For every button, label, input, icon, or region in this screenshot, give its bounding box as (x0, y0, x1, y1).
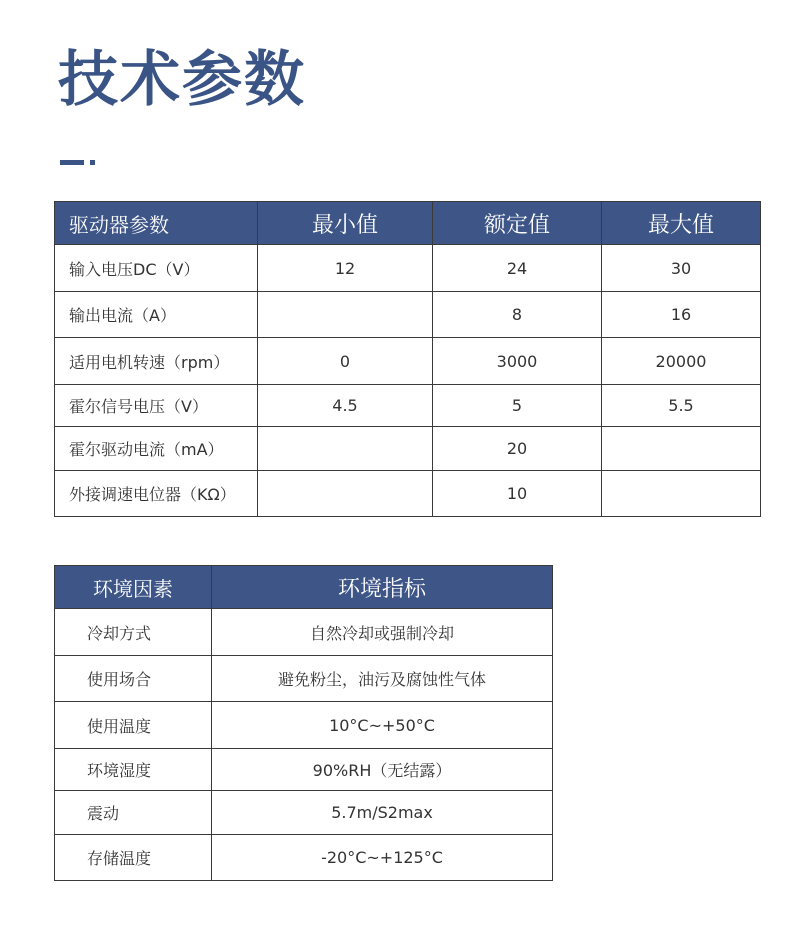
cell-spec: 10°C~+50°C (212, 702, 553, 749)
cell-max (602, 471, 761, 517)
driver-parameters-table (54, 201, 761, 517)
cell-rated: 8 (433, 292, 602, 338)
table-header-row (55, 202, 761, 245)
cell-rated: 10 (433, 471, 602, 517)
table-row (55, 471, 761, 517)
cell-min (258, 427, 433, 471)
cell-max: 30 (602, 245, 761, 292)
cell-max: 16 (602, 292, 761, 338)
header-environment-factor: 环境因素 (55, 566, 212, 609)
environment-table (54, 565, 553, 881)
row-label: 震动 (55, 791, 212, 835)
cell-spec: 避免粉尘，油污及腐蚀性气体 (212, 656, 553, 702)
table-row (55, 609, 553, 656)
row-label: 输入电压DC（V） (55, 245, 258, 292)
cell-min: 4.5 (258, 385, 433, 427)
row-label: 存储温度 (55, 835, 212, 881)
cell-rated: 20 (433, 427, 602, 471)
table-row (55, 702, 553, 749)
row-label: 外接调速电位器（KΩ） (55, 471, 258, 517)
cell-min: 12 (258, 245, 433, 292)
table-row (55, 427, 761, 471)
row-label: 适用电机转速（rpm） (55, 338, 258, 385)
cell-rated: 5 (433, 385, 602, 427)
cell-spec: -20°C~+125°C (212, 835, 553, 881)
header-min-value: 最小值 (258, 202, 433, 245)
table-row (55, 835, 553, 881)
cell-min: 0 (258, 338, 433, 385)
table-row (55, 245, 761, 292)
row-label: 输出电流（A） (55, 292, 258, 338)
cell-max: 5.5 (602, 385, 761, 427)
cell-spec: 90%RH（无结露） (212, 749, 553, 791)
table-row (55, 749, 553, 791)
row-label: 使用温度 (55, 702, 212, 749)
row-label: 冷却方式 (55, 609, 212, 656)
table-row (55, 791, 553, 835)
header-rated-value: 额定值 (433, 202, 602, 245)
row-label: 环境湿度 (55, 749, 212, 791)
title-accent-bar (60, 160, 84, 165)
table-row (55, 338, 761, 385)
header-max-value: 最大值 (602, 202, 761, 245)
cell-spec: 5.7m/S2max (212, 791, 553, 835)
cell-spec: 自然冷却或强制冷却 (212, 609, 553, 656)
table-header-row (55, 566, 553, 609)
row-label: 霍尔驱动电流（mA） (55, 427, 258, 471)
cell-max (602, 427, 761, 471)
cell-max: 20000 (602, 338, 761, 385)
title-accent-dot (90, 160, 95, 165)
page-title: 技术参数 (58, 45, 306, 115)
cell-rated: 24 (433, 245, 602, 292)
table-row (55, 656, 553, 702)
cell-rated: 3000 (433, 338, 602, 385)
header-driver-parameter: 驱动器参数 (55, 202, 258, 245)
table-row (55, 385, 761, 427)
header-environment-spec: 环境指标 (212, 566, 553, 609)
cell-min (258, 471, 433, 517)
row-label: 使用场合 (55, 656, 212, 702)
row-label: 霍尔信号电压（V） (55, 385, 258, 427)
cell-min (258, 292, 433, 338)
table-row (55, 292, 761, 338)
